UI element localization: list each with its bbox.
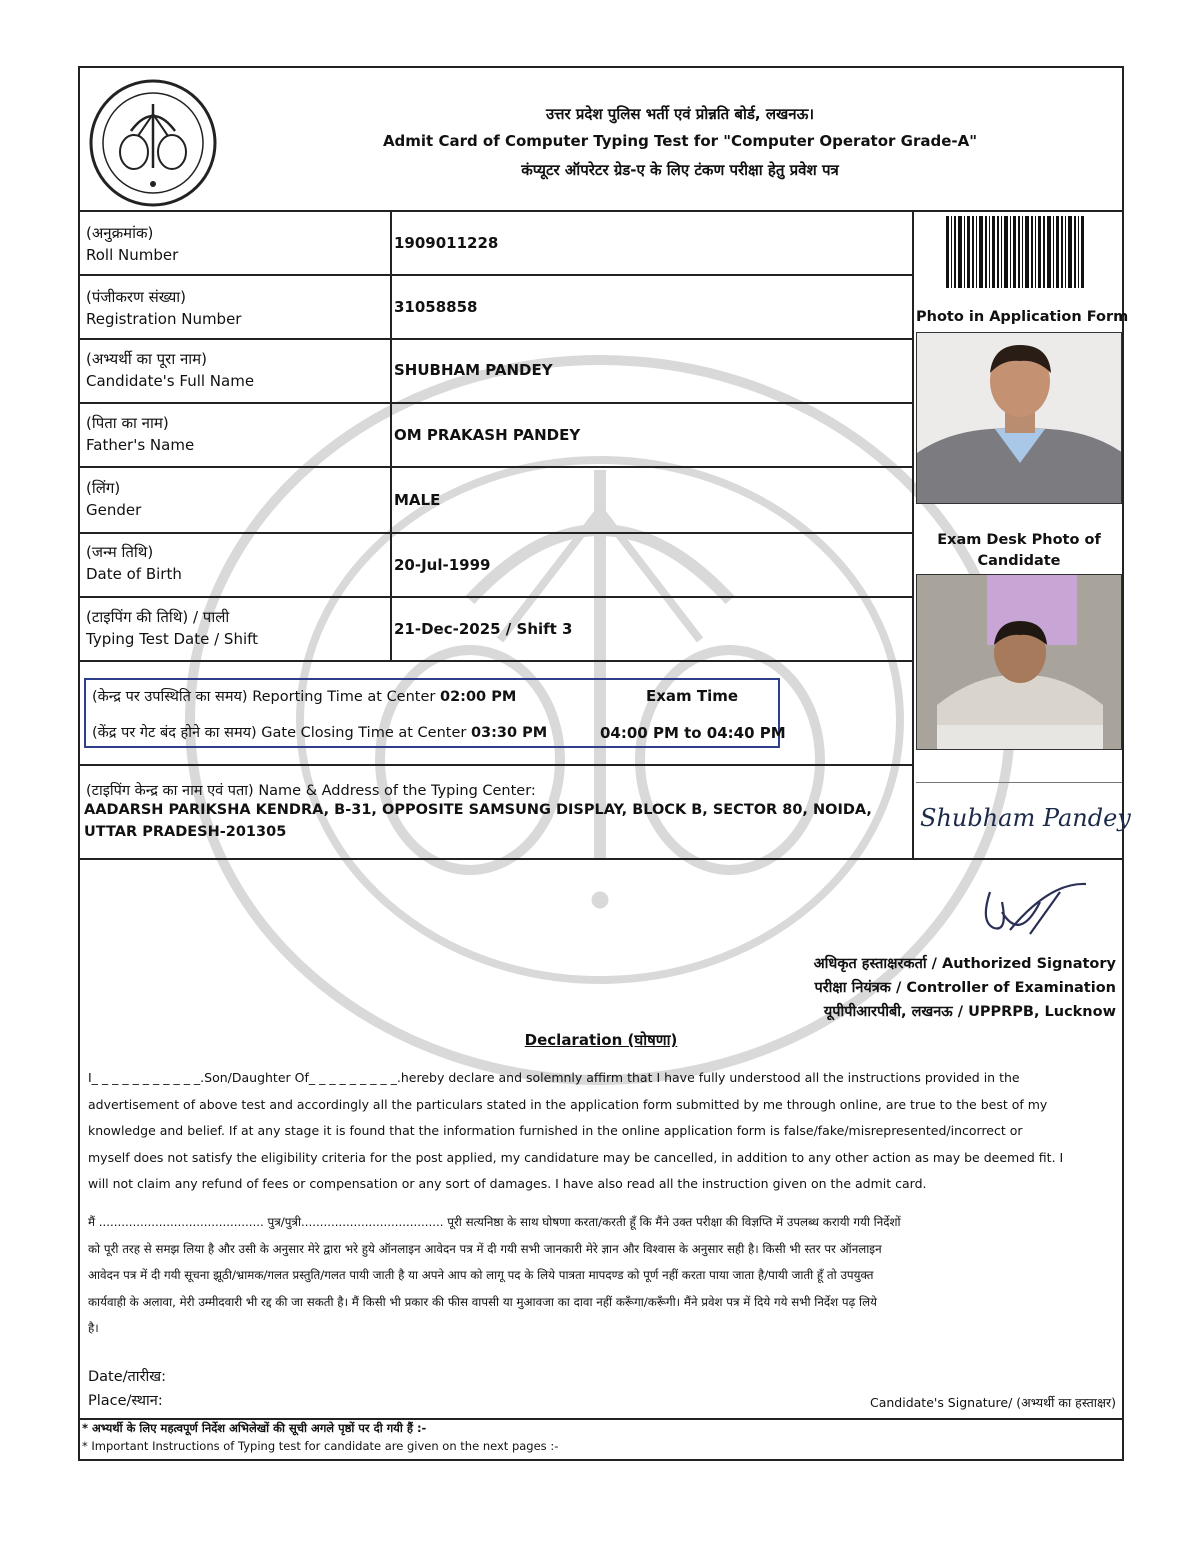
- board-seal-icon: [86, 76, 220, 210]
- declaration-hindi-line: को पूरी तरह से समझ लिया है और उसी के अनुसार मेरे द्वारा भरे हुये ऑनलाइन आवेदन पत्र में दी गयी सभी जानकारी मेरे ज्ञान और विश्वास के अनुसार सही है। किसी भी स्तर पर ऑनलाइन: [88, 1241, 882, 1256]
- candidate-name-label-hi: (अभ्यर्थी का पूरा नाम): [86, 350, 208, 368]
- candidate-name-label-en: Candidate's Full Name: [86, 372, 255, 390]
- gender-label: [86, 477, 141, 521]
- typing-test-date-label-en: Typing Test Date / Shift: [86, 630, 259, 648]
- header-hindi-subtitle: कंप्यूटर ऑपरेटर ग्रेड-ए के लिए टंकण परीक्षा हेतु प्रवेश पत्र: [521, 161, 839, 179]
- authority-line3: यूपीपीआरपीबी, लखनऊ / UPPRPB, Lucknow: [823, 1004, 1116, 1020]
- desk-portrait-icon: [917, 575, 1122, 750]
- roll-number-value: 1909011228: [394, 234, 499, 252]
- roll-number-label-en: Roll Number: [86, 246, 179, 264]
- father-name-label-hi: (पिता का नाम): [86, 414, 169, 432]
- authority-block: [814, 952, 1116, 1024]
- registration-number-label: [86, 286, 241, 330]
- registration-number-value: 31058858: [394, 298, 478, 316]
- exam-time-label: Exam Time: [646, 687, 739, 705]
- reporting-time-label: (केन्द्र पर उपस्थिति का समय) Reporting Time at Center: [92, 689, 436, 705]
- header-hindi-title: उत्तर प्रदेश पुलिस भर्ती एवं प्रोन्नति बोर्ड, लखनऊ।: [545, 105, 815, 123]
- father-name-label: [86, 412, 194, 456]
- gender-label-en: Gender: [86, 501, 142, 519]
- candidate-portrait-icon: [917, 333, 1122, 504]
- declaration-english-line: myself does not satisfy the eligibility criteria for the post applied, my candidature may be cancelled, in addition to any other action as may be deemed fit. I: [88, 1149, 1064, 1165]
- declaration-english-line: knowledge and belief. If at any stage it is found that the information furnished in the online application form is false/fake/misrepresented/incorrect or: [88, 1123, 1023, 1138]
- application-photo-label: Photo in Application Form: [916, 309, 1129, 325]
- date-label: Date/तारीख:: [88, 1369, 166, 1385]
- timing-box: [84, 678, 786, 748]
- declaration-english-line: advertisement of above test and accordingly all the particulars stated in the application form submitted by me through online, are true to the best of my: [88, 1096, 1048, 1112]
- application-photo: [916, 332, 1122, 504]
- declaration-english: [88, 1065, 1118, 1198]
- reporting-time-row: [92, 686, 516, 706]
- desk-photo-label-line1: Exam Desk Photo of: [937, 532, 1101, 548]
- reporting-time-value: 02:00 PM: [439, 689, 517, 705]
- registration-number-label-hi: (पंजीकरण संख्या): [86, 288, 187, 306]
- desk-photo: [916, 574, 1122, 750]
- exam-time-value: 04:00 PM to 04:40 PM: [600, 724, 786, 742]
- place-label: Place/स्थान:: [88, 1393, 163, 1409]
- barcode-icon: [946, 216, 1086, 288]
- typing-test-date-label: [86, 606, 258, 650]
- declaration-english-line: will not claim any refund of fees or compensation or any sort of damages. I have also read all the instruction given on the admit card.: [88, 1176, 927, 1191]
- father-name-label-en: Father's Name: [86, 436, 195, 454]
- candidate-name-value: SHUBHAM PANDEY: [394, 361, 553, 379]
- dob-label-en: Date of Birth: [86, 565, 182, 583]
- declaration-title: Declaration (घोषणा): [524, 1031, 678, 1049]
- gate-closing-row: [92, 722, 547, 742]
- registration-number-label-en: Registration Number: [86, 310, 242, 328]
- gender-value: MALE: [394, 491, 441, 509]
- father-name-value: OM PRAKASH PANDEY: [394, 426, 581, 444]
- typing-test-date-label-hi: (टाइपिंग की तिथि) / पाली: [86, 608, 230, 626]
- footer-hindi-note: * अभ्यर्थी के लिए महत्वपूर्ण निर्देश अभिलेखों की सूची अगले पृष्ठों पर दी गयी हैं :-: [82, 1421, 427, 1435]
- declaration-english-line: I_ _ _ _ _ _ _ _ _ _ _.Son/Daughter Of_ _ _ _ _ _ _ _ _.hereby declare and solemnly affirm that I have fully understood all the instructions provided in the: [88, 1070, 1020, 1085]
- declaration-hindi-line: मैं ............................................ पुत्र/पुत्री...................................... पूरी सत्यनिष्ठा के साथ घोषणा करता/करती हूँ कि मैंने उक्त परीक्षा की विज्ञप्ति में उपलब्ध करायी गयी निर्देशों: [88, 1215, 901, 1229]
- candidate-signature: Shubham Pandey: [920, 804, 1131, 832]
- typing-test-date-value: 21-Dec-2025 / Shift 3: [394, 620, 573, 638]
- gate-closing-value: 03:30 PM: [470, 725, 548, 741]
- center-address-line2: UTTAR PRADESH-201305: [84, 824, 287, 840]
- desk-photo-label: [916, 530, 1122, 572]
- declaration-hindi-line: है।: [88, 1321, 99, 1335]
- dob-label-hi: (जन्म तिथि): [86, 543, 154, 561]
- dob-label: [86, 541, 182, 585]
- declaration-hindi-line: कार्यवाही के अलावा, मेरी उम्मीदवारी भी रद्द की जा सकती है। मैं किसी भी प्रकार की फीस वापसी या मुआवजा का दावा नहीं करूँगा/करूँगी। मैंने प्रवेश पत्र में दिये गये सभी निर्देश पढ़ लिये: [88, 1294, 877, 1309]
- roll-number-label-hi: (अनुक्रमांक): [86, 224, 154, 242]
- center-address-line1: AADARSH PARIKSHA KENDRA, B-31, OPPOSITE SAMSUNG DISPLAY, BLOCK B, SECTOR 80, NOIDA,: [84, 802, 872, 818]
- authority-line2: परीक्षा नियंत्रक / Controller of Examination: [814, 980, 1116, 996]
- dob-value: 20-Jul-1999: [394, 556, 491, 574]
- roll-number-label: [86, 222, 178, 266]
- header-english-title: Admit Card of Computer Typing Test for "Computer Operator Grade-A": [382, 132, 978, 150]
- desk-photo-label-line2: Candidate: [977, 553, 1061, 569]
- declaration-hindi-line: आवेदन पत्र में दी गयी सूचना झूठी/भ्रामक/गलत प्रस्तुति/गलत पायी जाती है या अपने आप को लागू पद के लिये पात्रता मापदण्ड को पूर्ण नहीं करता पाया जाता है/पायी जाती हूँ तो उपयुक्त: [88, 1268, 874, 1282]
- admit-card: [78, 66, 1131, 1461]
- authority-signature-icon: [950, 872, 1090, 948]
- center-label: (टाइपिंग केन्द्र का नाम एवं पता) Name & Address of the Typing Center:: [86, 783, 536, 799]
- candidate-signature-label: Candidate's Signature/ (अभ्यर्थी का हस्ताक्षर): [869, 1395, 1116, 1410]
- gate-closing-label: (केंद्र पर गेट बंद होने का समय) Gate Closing Time at Center: [92, 725, 467, 741]
- gender-label-hi: (लिंग): [86, 479, 121, 497]
- declaration-hindi: [88, 1209, 1118, 1342]
- authority-line1: अधिकृत हस्ताक्षरकर्ता / Authorized Signatory: [813, 956, 1116, 972]
- candidate-name-label: [86, 348, 254, 392]
- footer-english-note: * Important Instructions of Typing test for candidate are given on the next pages :-: [82, 1439, 559, 1453]
